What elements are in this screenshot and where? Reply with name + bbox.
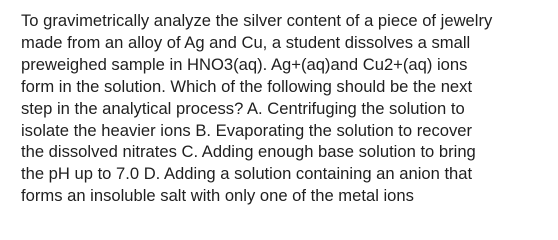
question-line: forms an insoluble salt with only one of the metal ions — [21, 186, 414, 206]
question-line: made from an alloy of Ag and Cu, a student dissolves a small — [21, 32, 471, 52]
question-line: form in the solution. Which of the following should be the next — [21, 76, 473, 96]
question-line: isolate the heavier ions B. Evaporating the solution to recover — [21, 120, 473, 140]
question-line: preweighed sample in HNO3(aq). Ag+(aq)and Cu2+(aq) ions — [21, 54, 468, 74]
question-text — [21, 10, 545, 207]
question-line: step in the analytical process? A. Centrifuging the solution to — [21, 98, 465, 118]
question-line: the pH up to 7.0 D. Adding a solution containing an anion that — [21, 164, 473, 184]
question-line: To gravimetrically analyze the silver content of a piece of jewelry — [21, 11, 493, 30]
question-line: the dissolved nitrates C. Adding enough base solution to bring — [21, 142, 476, 162]
